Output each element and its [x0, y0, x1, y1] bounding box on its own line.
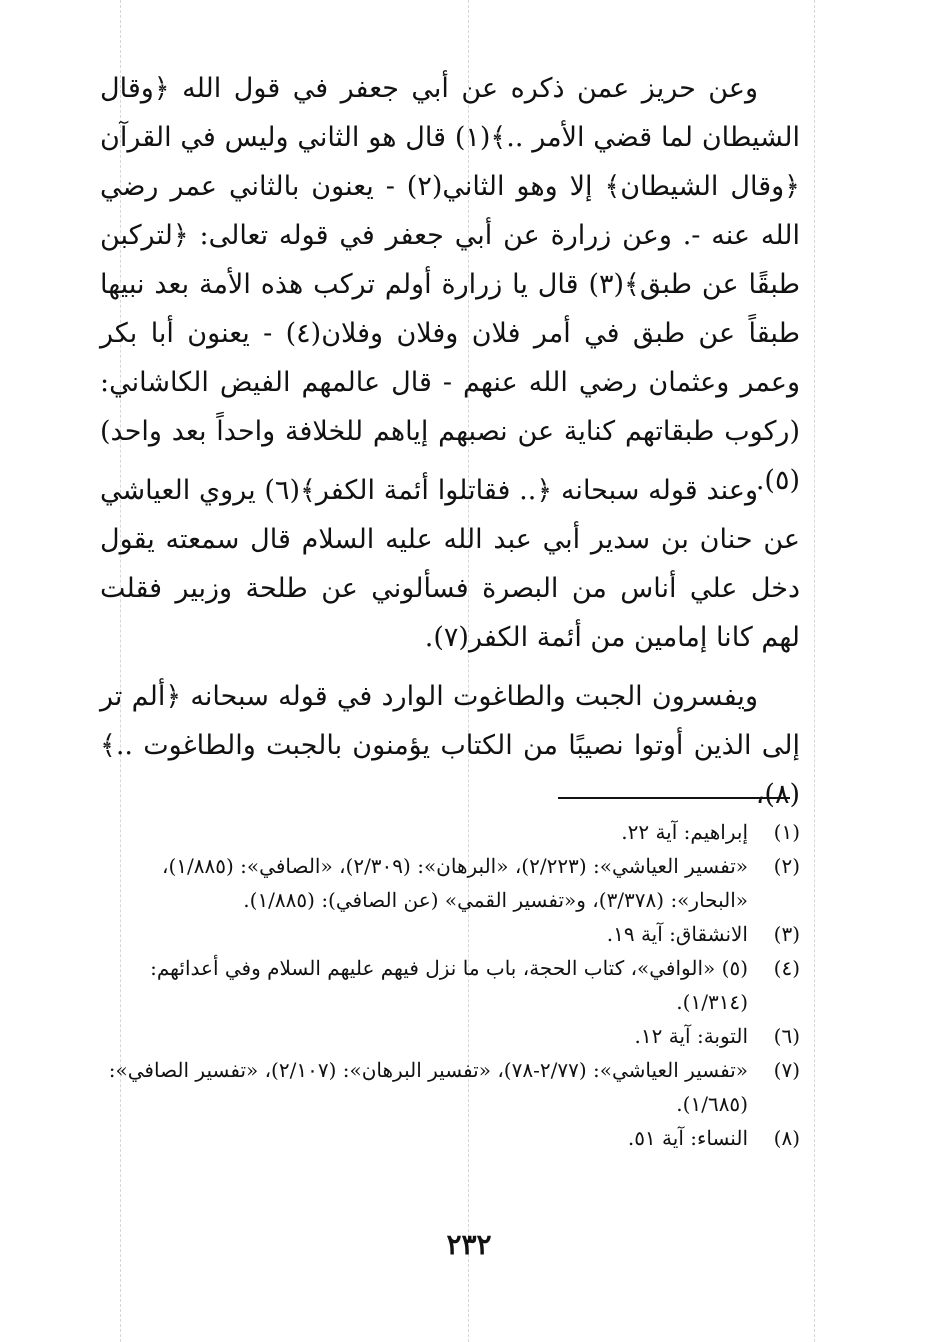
footnote-item	[100, 815, 800, 849]
footnote-item	[100, 917, 800, 951]
footnote-number: (٨)	[773, 1126, 800, 1150]
footnote-text: «تفسير العياشي»: (٢/٢٢٣)، «البرهان»: (٢/٣٠٩)، «الصافي»: (١/٨٨٥)، «البحار»: (٣/٣٧٨)، و«تفسير القمي» (عن الصافي): (١/٨٨٥).	[162, 854, 748, 912]
footnote-item	[100, 951, 800, 1019]
footnotes	[100, 815, 800, 1155]
footnote-item	[100, 1121, 800, 1155]
footnote-number: (٤)	[773, 956, 800, 980]
footnote-text: إبراهيم: آية ٢٢.	[621, 820, 748, 844]
paragraph: ويفسرون الجبت والطاغوت الوارد في قوله سبحانه ﴿ألم تر إلى الذين أوتوا نصيبًا من الكتاب يؤمنون بالجبت والطاغوت ..﴾(٨)،	[100, 681, 800, 810]
page-number: ٢٣٢	[446, 1228, 492, 1261]
footnote-text: التوبة: آية ١٢.	[634, 1024, 748, 1048]
footnote-item	[100, 849, 800, 917]
paragraph: وعن حريز عمن ذكره عن أبي جعفر في قول الله ﴿وقال الشيطان لما قضي الأمر ..﴾(١) قال هو الثاني وليس في القرآن ﴿وقال الشيطان﴾ إلا وهو الثاني(٢) - يعنون بالثاني عمر رضي الله عنه -. وعن زرارة عن أبي جعفر في قوله تعالى: ﴿لتركبن طبقًا عن طبق﴾(٣) قال يا زرارة أولم تركب هذه الأمة بعد نبيها طبقاً عن طبق في أمر فلان وفلان وفلان(٤) - يعنون أبا بكر وعمر وعثمان رضي الله عنهم - قال عالمهم الفيض الكاشاني: (ركوب طبقاتهم كناية عن نصبهم إياهم للخلافة واحداً بعد واحد)(٥).	[100, 73, 801, 496]
footnote-separator	[558, 797, 790, 799]
footnote-text: النساء: آية ٥١.	[627, 1126, 748, 1150]
footnote-text: «تفسير العياشي»: (٢/٧٧-٧٨)، «تفسير البرهان»: (٢/١٠٧)، «تفسير الصافي»: (١/٦٨٥).	[108, 1058, 748, 1116]
footnote-number: (٣)	[773, 922, 800, 946]
footnote-number: (٢)	[773, 854, 800, 878]
paragraph: وعند قوله سبحانه ﴿.. فقاتلوا أئمة الكفر﴾(٦) يروي العياشي عن حنان بن سدير أبي عبد الله عليه السلام قال سمعته يقول دخل علي أناس من البصرة فسألوني عن طلحة وزبير فقلت لهم كانا إمامين من أئمة الكفر(٧).	[100, 475, 800, 653]
scan-guide-line	[814, 0, 815, 1342]
footnote-text: (٥) «الوافي»، كتاب الحجة، باب ما نزل فيهم عليهم السلام وفي أعدائهم: (١/٣١٤).	[150, 956, 748, 1014]
footnote-number: (٦)	[773, 1024, 800, 1048]
footnote-item	[100, 1019, 800, 1053]
footnote-item	[100, 1053, 800, 1121]
footnote-text: الانشقاق: آية ١٩.	[606, 922, 748, 946]
footnote-number: (١)	[773, 820, 800, 844]
footnote-number: (٧)	[773, 1058, 800, 1082]
